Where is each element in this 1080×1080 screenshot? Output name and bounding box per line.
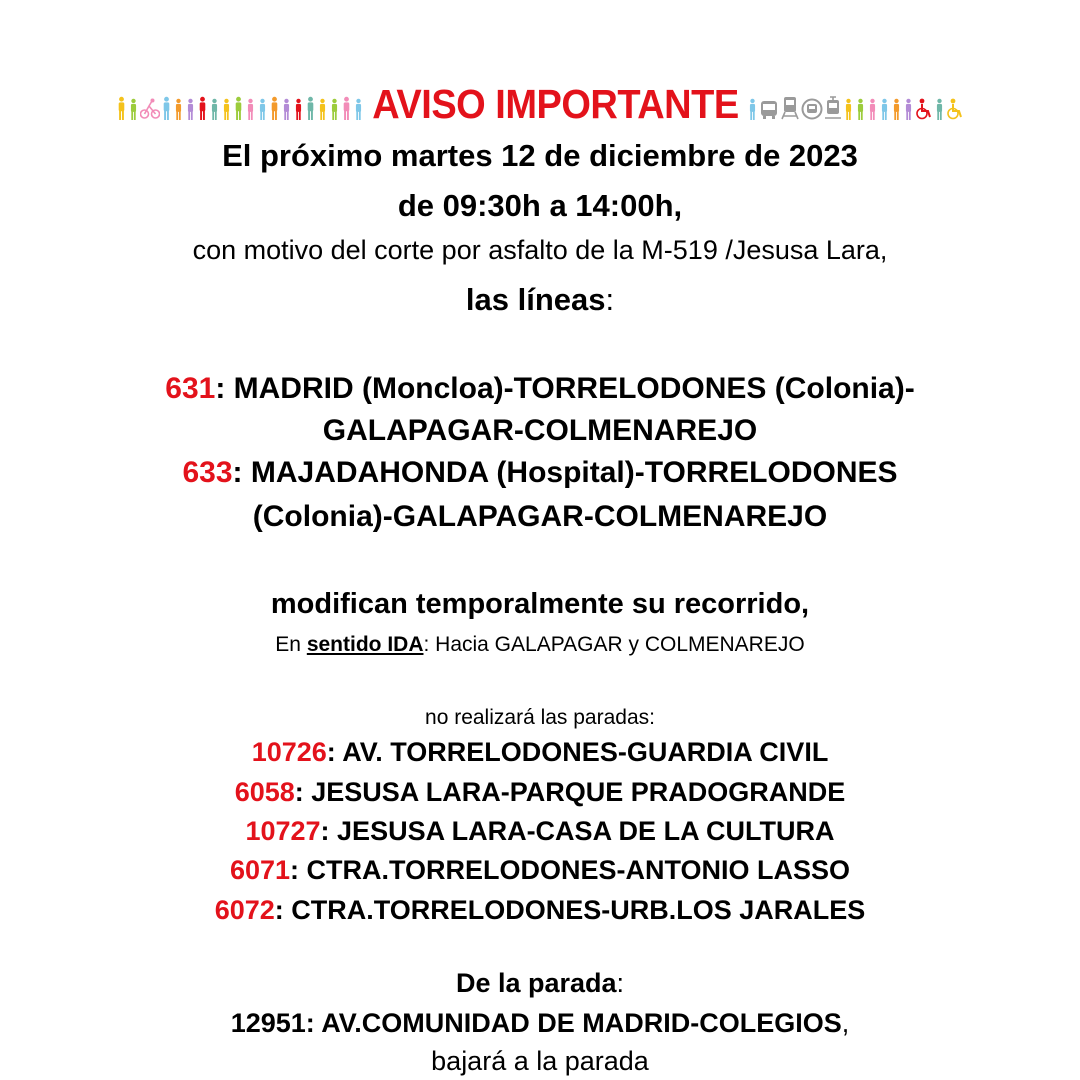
person-icon (293, 98, 304, 120)
person-icon (843, 98, 854, 120)
next-stop-line: bajará a la parada (431, 1046, 649, 1076)
stop-name: : AV. TORRELODONES-GUARDIA CIVIL (326, 737, 829, 767)
person-icon (903, 98, 914, 120)
person-icon (233, 96, 244, 120)
person-icon (185, 98, 196, 120)
person-icon (221, 98, 232, 120)
train-icon (780, 96, 800, 120)
person-icon (209, 98, 220, 120)
date-line: El próximo martes 12 de diciembre de 2023 (222, 138, 858, 173)
left-pictogram-strip (116, 90, 364, 120)
person-icon (197, 96, 208, 120)
person-icon (128, 98, 139, 120)
wheelchair-icon (946, 98, 964, 120)
wheelchair-icon (915, 98, 933, 120)
person-icon (116, 96, 127, 120)
from-stop-label-row (0, 968, 1080, 999)
person-icon (341, 96, 352, 120)
from-stop-colon: : (616, 968, 625, 998)
right-pictogram-strip (747, 90, 964, 120)
stop-code: 6072 (214, 895, 275, 925)
route-633-row1 (0, 456, 1080, 490)
modify-headline: modifican temporalmente su recorrido, (270, 588, 810, 620)
time-line: de 09:30h a 14:00h, (397, 188, 683, 223)
direction-suffix: : Hacia GALAPAGAR y COLMENAREJO (423, 633, 805, 656)
metro-icon (801, 98, 823, 120)
stop-name: : CTRA.TORRELODONES-ANTONIO LASSO (290, 855, 851, 885)
stop-code: 6071 (229, 855, 291, 885)
notice-title: AVISO IMPORTANTE (372, 82, 739, 128)
skipped-intro: no realizará las paradas: (425, 706, 655, 729)
person-icon (353, 98, 364, 120)
route-code: 633 (182, 456, 233, 489)
skipped-stop (0, 816, 1080, 847)
stop-code: 6058 (234, 777, 295, 807)
person-icon (269, 96, 280, 120)
skipped-stop (0, 777, 1080, 808)
route-code: 631 (165, 372, 216, 405)
stop-code: 10726 (251, 737, 327, 767)
person-icon (281, 98, 292, 120)
from-stop-comma: , (841, 1008, 850, 1038)
route-631-row2: GALAPAGAR-COLMENAREJO (322, 414, 758, 447)
person-icon (934, 98, 945, 120)
direction-line (0, 633, 1080, 657)
skipped-stop (0, 895, 1080, 926)
person-icon (855, 98, 866, 120)
bus-icon (759, 98, 779, 120)
bicycle-icon (140, 98, 160, 120)
lines-label-row (0, 282, 1080, 318)
lines-label: las líneas (465, 282, 606, 317)
direction-label: sentido IDA (306, 633, 424, 656)
person-icon (747, 98, 758, 120)
person-icon (879, 98, 890, 120)
person-icon (329, 98, 340, 120)
header (0, 82, 1080, 128)
direction-prefix: En (275, 633, 307, 656)
from-stop: 12951: AV.COMUNIDAD DE MADRID-COLEGIOS (230, 1008, 842, 1038)
skipped-stop (0, 855, 1080, 886)
route-text: : MADRID (Moncloa)-TORRELODONES (Colonia)- (215, 372, 915, 405)
route-631-row1 (0, 372, 1080, 406)
reason-line: con motivo del corte por asfalto de la M-519 /Jesusa Lara, (192, 235, 888, 265)
from-stop-label: De la parada (455, 968, 617, 998)
person-icon (245, 98, 256, 120)
stop-name: : JESUSA LARA-CASA DE LA CULTURA (320, 816, 835, 846)
route-633-row2: (Colonia)-GALAPAGAR-COLMENAREJO (252, 500, 828, 533)
from-stop-row (0, 1008, 1080, 1039)
person-icon (305, 96, 316, 120)
lines-colon: : (605, 282, 615, 317)
tram-icon (824, 96, 842, 120)
stop-code: 10727 (245, 816, 321, 846)
skipped-stop (0, 737, 1080, 768)
person-icon (891, 98, 902, 120)
person-icon (867, 98, 878, 120)
person-icon (161, 96, 172, 120)
person-icon (257, 98, 268, 120)
route-text: : MAJADAHONDA (Hospital)-TORRELODONES (232, 456, 898, 489)
stop-name: : CTRA.TORRELODONES-URB.LOS JARALES (274, 895, 866, 925)
person-icon (173, 98, 184, 120)
stop-name: : JESUSA LARA-PARQUE PRADOGRANDE (294, 777, 846, 807)
person-icon (317, 98, 328, 120)
